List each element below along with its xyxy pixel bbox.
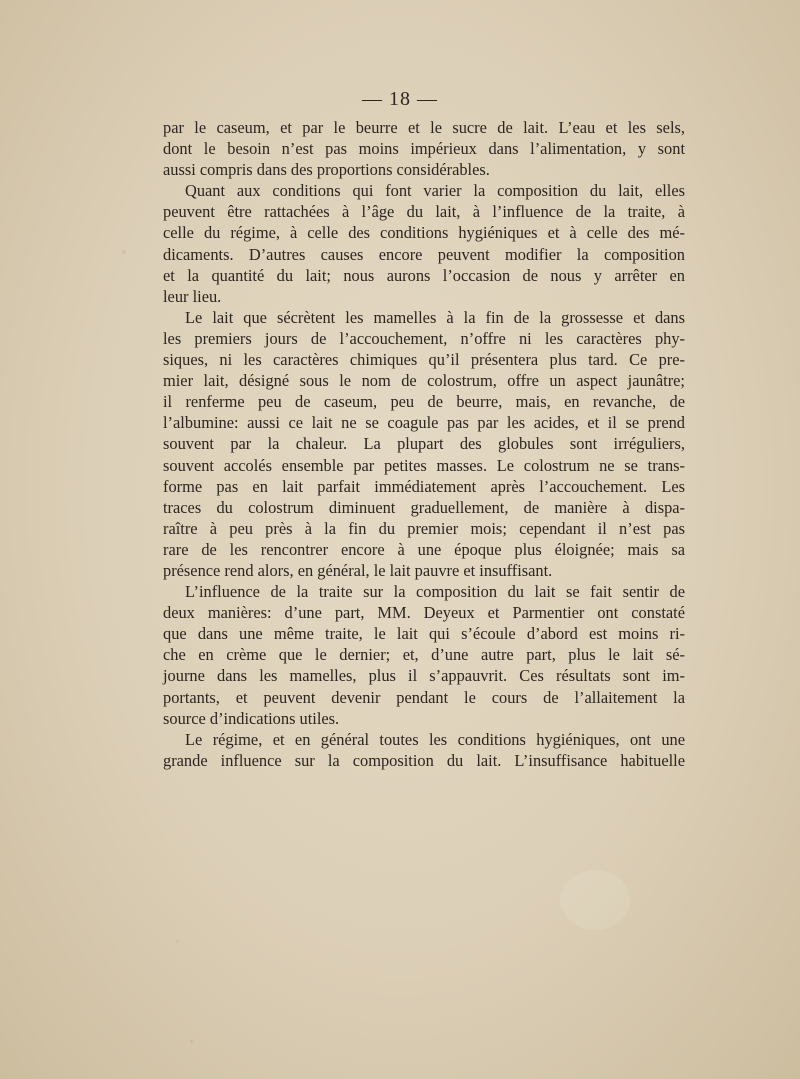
text-line: che en crème que le dernier; et, d’une autre part, plus le lait sé-	[163, 645, 685, 665]
text-line: siques, ni les caractères chimiques qu’il présentera plus tard. Ce pre-	[163, 350, 685, 370]
text-line: L’influence de la traite sur la composition du lait se fait sentir de	[185, 582, 685, 602]
text-line: grande influence sur la composition du lait. L’insuffisance habituelle	[163, 750, 685, 770]
text-line: que dans une même traite, le lait qui s’écoule d’abord est moins ri-	[163, 624, 685, 644]
text-line: source d’indications utiles.	[163, 708, 340, 728]
page-number: — 18 —	[362, 88, 438, 110]
text-line: Quant aux conditions qui font varier la composition du lait, elles	[185, 181, 685, 201]
text-line: traces du colostrum diminuent graduellement, de manière à dispa-	[163, 497, 685, 517]
text-line: et la quantité du lait; nous aurons l’occasion de nous y arrêter en	[163, 265, 685, 285]
paragraph	[163, 729, 685, 771]
text-line: dicaments. D’autres causes encore peuvent modifier la composition	[163, 244, 685, 264]
text-line: celle du régime, à celle des conditions hygiéniques et à celle des mé-	[163, 223, 685, 243]
paragraph	[163, 117, 685, 180]
text-line: l’albumine: aussi ce lait ne se coagule pas par les acides, et il se prend	[163, 413, 685, 433]
body-text	[163, 117, 685, 771]
text-line: souvent par la chaleur. La plupart des globules sont irréguliers,	[163, 434, 685, 454]
text-line: Le régime, et en général toutes les conditions hygiéniques, ont une	[185, 729, 685, 749]
paragraph	[163, 180, 685, 307]
text-line: présence rend alors, en général, le lait pauvre et insuffisant.	[163, 560, 553, 580]
text-line: aussi compris dans des proportions considérables.	[163, 160, 490, 180]
text-line: deux manières: d’une part, MM. Deyeux et Parmentier ont constaté	[163, 603, 685, 623]
text-line: journe dans les mamelles, plus il s’appauvrit. Ces résultats sont im-	[163, 666, 685, 686]
text-line: Le lait que sécrètent les mamelles à la fin de la grossesse et dans	[185, 307, 685, 327]
text-line: les premiers jours de l’accouchement, n’offre ni les caractères phy-	[163, 328, 685, 348]
text-line: portants, et peuvent devenir pendant le cours de l’allaitement la	[163, 687, 685, 707]
text-line: il renferme peu de caseum, peu de beurre, mais, en revanche, de	[163, 392, 685, 412]
paragraph	[163, 307, 685, 581]
text-line: leur lieu.	[163, 286, 222, 306]
text-line: dont le besoin n’est pas moins impérieux dans l’alimentation, y sont	[163, 139, 685, 159]
text-line: forme pas en lait parfait immédiatement après l’accouchement. Les	[163, 476, 685, 496]
text-line: mier lait, désigné sous le nom de colostrum, offre un aspect jaunâtre;	[163, 371, 685, 391]
text-line: rare de les rencontrer encore à une époque plus éloignée; mais sa	[163, 539, 685, 559]
text-line: peuvent être rattachées à l’âge du lait, à l’influence de la traite, à	[163, 202, 685, 222]
paragraph	[163, 581, 685, 729]
text-line: souvent accolés ensemble par petites masses. Le colostrum ne se trans-	[163, 455, 685, 475]
text-line: par le caseum, et par le beurre et le sucre de lait. L’eau et les sels,	[163, 118, 685, 137]
text-line: raître à peu près à la fin du premier mois; cependant il n’est pas	[163, 518, 685, 538]
